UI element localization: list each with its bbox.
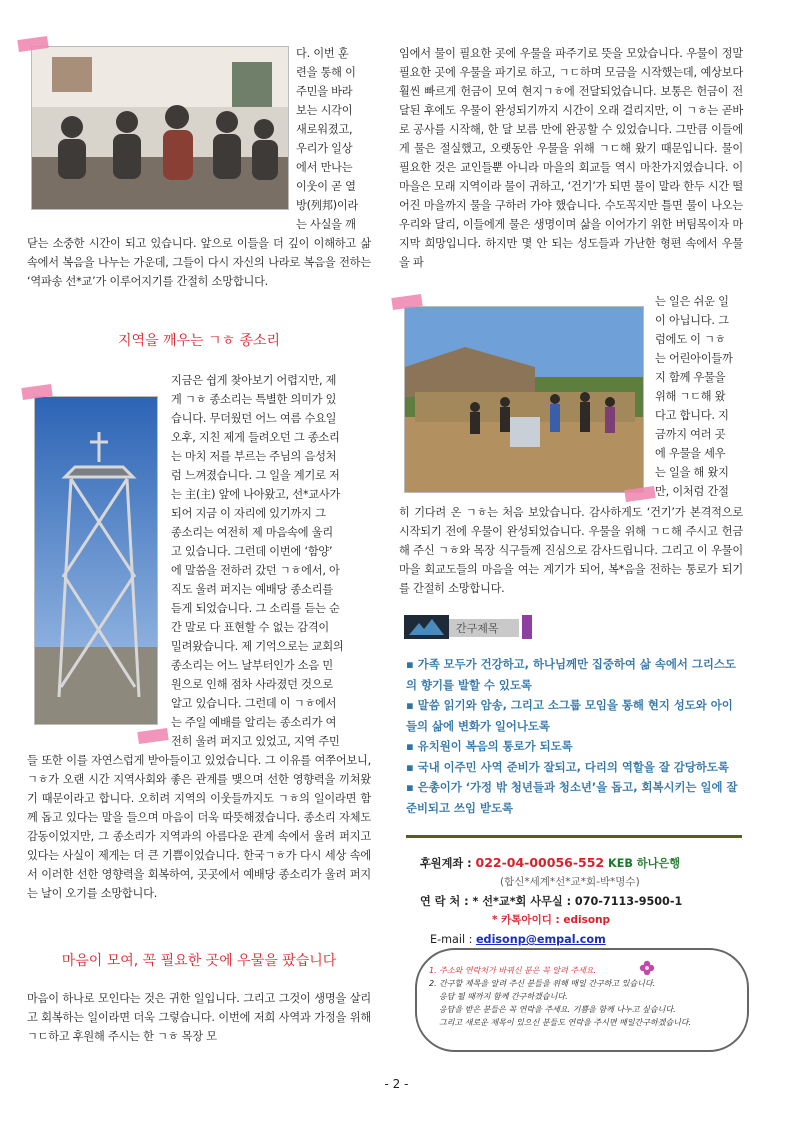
prayer-item: ▪ 가족 모두가 건강하고, 하나님께만 집중하여 삶 속에서 그리스도의 향기를 발할 수 있도록	[406, 657, 736, 692]
notice-memo	[415, 948, 749, 1052]
memo-line: 2. 간구할 제목을 알려 주신 분들을 위해 매일 간구하고 있습니다.	[429, 979, 656, 988]
prayer-title-banner	[404, 615, 534, 639]
account-number: 022-04-00056-552	[475, 855, 605, 870]
memo-line: 그리고 새로운 제목이 있으신 분들도 연락을 주시면 매일간구하겠습니다.	[439, 1018, 692, 1027]
photo-tape	[624, 486, 655, 502]
prayer-item: ▪ 국내 이주민 사역 준비가 잘되고, 다리의 역할을 잘 감당하도록	[406, 759, 729, 774]
prayer-list	[406, 654, 742, 818]
bell-paragraph: 들 또한 이를 자연스럽게 받아들이고 있었습니다. 그 이유를 여쭈어보니, ㄱㅎ가 오랜 시간 지역사회와 좋은 관계를 맺으며 선한 영향력을 끼쳐왔기 때문이라고 합니다. 오히려 지역의 이웃들까지도 ㄱㅎ의 일이라면 함께 돕고 있다는 말을 들으며 마음이 더욱 따뜻해졌습니다. 종소리 자체도 감동이었지만, 그 종소리가 지역과의 아름다운 관계 속에서 울려 퍼지고 있다는 사실이 제게는 더 큰 기쁨이었습니다. 한국ㄱㅎ가 다시 세상 속에서 이러한 선한 영향력을 회복하여, 곳곳에서 예배당 종소리가 울려 퍼지는 날이 오기를 소망합니다.	[27, 754, 371, 900]
well-paragraph-top: 임에서 물이 필요한 곳에 우물을 파주기로 뜻을 모았습니다. 우물이 정말 필요한 곳에 우물을 파기로 하고, ㄱㄷ하며 모금을 시작했는데, 예상보다 훨씬 빠르게 헌금이 모여 현지ㄱㅎ에 전달되었습니다. 보통은 헌금이 전달된 후에도 우물이 완성되기까지 시간이 오래 걸리지만, 이 ㄱㅎ는 곧바로 공사를 시작해, 한 달 보름 만에 완공할 수 있었습니다. 그만큼 이들에게 물은 절실했고, 오랫동안 우물을 위해 ㄱㄷ해 왔기 때문입니다. 물이 필요한 것은 교인들뿐 아니라 마을의 회교들 역시 마찬가지였습니다. 이 마을은 모래 지역이라 물이 귀하고, ‘건기’가 되면 물이 말라 한두 시간 떨어진 마을까지 물을 구하러 가야 했습니다. 수도꼭지만 틀면 물이 나오는 우리와 달리, 이들에게 물은 생명이며 삶을 이어가기 위한 버팀목이자 마지막 희망입니다. 하지만 몇 안 되는 성도들과 가난한 형편 속에서 우물을 파	[399, 47, 743, 269]
memo-line: 응답을 받은 분들은 꼭 연락을 주세요. 기쁨을 함께 나누고 싶습니다.	[439, 1005, 676, 1014]
photo-tape	[137, 728, 168, 744]
bell-short-lines: 지금은 쉽게 찾아보기 어렵지만, 제 게 ㄱㅎ 종소리는 특별한 의미가 있 습니다. 무더웠던 어느 여름 수요일 오후, 지친 제게 들려오던 그 종소리 는 마치 저를 부르는 주님의 음성처 럼 느껴졌습니다. 그 일을 계기로 저 는 主(主) 앞에 나아왔고, 선*교사가 되어 지금 이 자리에 있기까지 그 종소리는 여전히 제 마음속에 울리 고 있습니다. 그런데 이번에 ‘함양’ 에 말씀을 전하러 갔던 ㄱㅎ에서, 아 직도 울려 퍼지는 예배당 종소리를 듣게 되었습니다. 그 소리를 듣는 순 간 말로 다 표현할 수 없는 감격이 밀려왔습니다. 제 기억으로는 교회의 종소리는 어느 날부터인가 소음 민 원으로 인해 점차 사라졌던 것으로 알고 있습니다. 그런데 이 ㄱㅎ에서 는 주일 예배를 알리는 종소리가 여 전히 울려 퍼지고 있었고, 지역 주민	[171, 374, 344, 748]
memo-line: 1. 주소와 연락처가 바뀌신 분은 꼭 알려 주세요.	[429, 966, 597, 975]
section-heading-bell: 지역을 깨우는 ㄱㅎ 종소리	[117, 333, 281, 349]
account-holder: (합신*세계*선*교*회-박*명수)	[500, 876, 640, 888]
well-paragraph-start: 마음이 하나로 모인다는 것은 귀한 일입니다. 그리고 그것이 생명을 살리고 회복하는 일이라면 더욱 그렇습니다. 이번에 저희 사역과 가정을 위해 ㄱㄷ하고 후원해 주시는 한 ㄱㅎ 목장 모	[27, 992, 371, 1043]
prayer-title-text: 간구제목	[456, 622, 499, 635]
memo-line: 응답 될 때까지 함께 간구하겠습니다.	[439, 992, 568, 1001]
email-link[interactable]: edisonp@empal.com	[475, 933, 606, 946]
group-photo	[31, 46, 289, 210]
bell-tower-photo	[34, 396, 158, 725]
intro-short-lines: 다. 이번 훈 련을 통해 이 주민을 바라 보는 시각이 새로워졌고, 우리가 일상 에서 만나는 이웃이 곧 열 방(列邦)이라 는 사실을 깨	[296, 47, 359, 231]
kakao-id: * 카톡아이디 : edisonp	[492, 914, 611, 926]
village-well-photo	[404, 306, 644, 493]
prayer-item: ▪ 은총이가 ‘가정 밖 청년들과 청소년’을 돕고, 회복시키는 일에 잘 준비되고 쓰임 받도록	[406, 780, 738, 815]
well-paragraph-end: 히 기다려 온 ㄱㅎ는 처음 보았습니다. 감사하게도 ‘건기’가 본격적으로 시작되기 전에 우물이 완성되었습니다. 우물을 위해 ㄱㄷ해 주시고 헌금해 주신 ㄱㅎ와 목장 식구들께 진심으로 감사드립니다. 그리고 이 우물이 마을 회교도들의 마음을 여는 계기가 되어, 복*음을 전하는 통로가 되기를 간절히 소망합니다.	[399, 506, 743, 595]
contact-block: 후원계좌 : 022-04-00056-552 KEB 하나은행 (합신*세계*선*교*회-박*명수) 연 락 처 : * 선*교*회 사무실 : 070-7113-9500-1 * 카톡아이디 : edisonp E-mail : edisonp@empal.com	[420, 853, 740, 949]
intro-paragraph: 닫는 소중한 시간이 되고 있습니다. 앞으로 이들을 더 깊이 이해하고 삶 속에서 복음을 나누는 가운데, 그들이 다시 자신의 나라로 복음을 전하는 ‘역파송 선*교’가 이루어지기를 간절히 소망합니다.	[27, 237, 371, 288]
divider	[406, 835, 742, 838]
well-short-lines: 는 일은 쉬운 일 이 아닙니다. 그 럼에도 이 ㄱㅎ 는 어린아이들까 지 함께 우물을 위해 ㄱㄷ해 왔 다고 합니다. 지 금까지 여러 곳 에 우물을 세우 는 일을 해 왔지 만, 이처럼 간절	[655, 295, 733, 498]
prayer-item: ▪ 말씀 읽기와 암송, 그리고 소그룹 모임을 통해 현지 성도와 아이들의 삶에 변화가 일어나도록	[406, 698, 733, 733]
page-number: - 2 -	[384, 1077, 409, 1091]
prayer-item: ▪ 유치원이 복음의 통로가 되도록	[406, 739, 573, 753]
phone-number: * 선*교*회 사무실 : 070-7113-9500-1	[472, 895, 683, 908]
section-heading-well: 마음이 모여, 꼭 필요한 곳에 우물을 팠습니다	[61, 953, 337, 969]
